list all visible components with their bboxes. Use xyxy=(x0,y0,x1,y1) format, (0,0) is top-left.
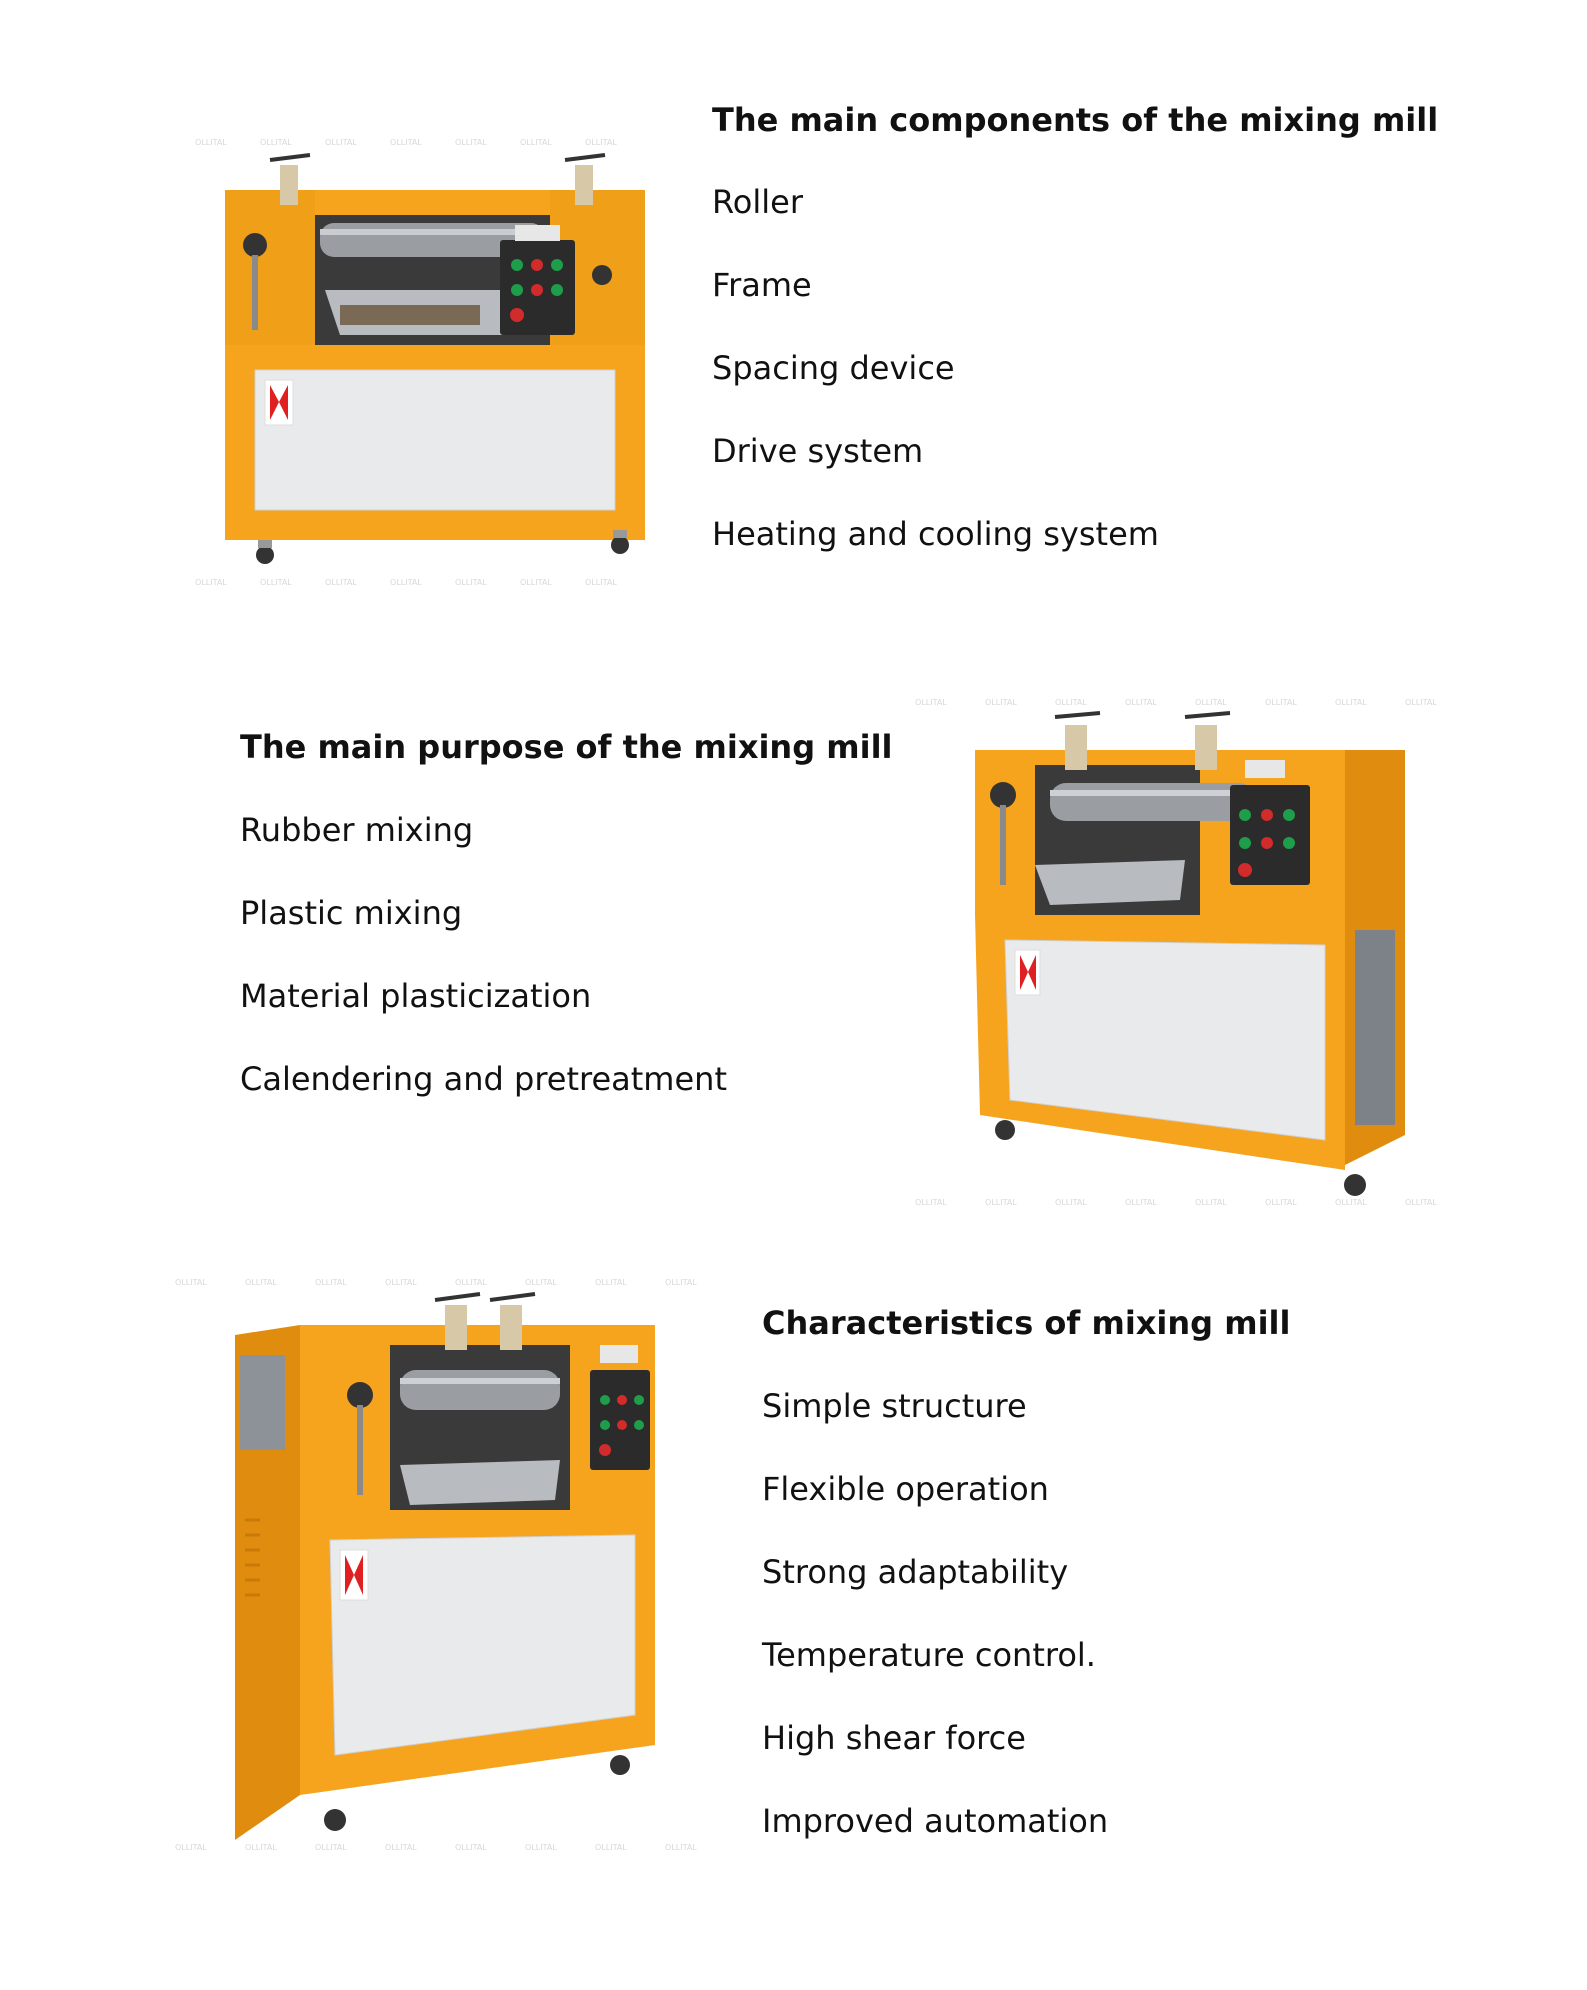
svg-text:OLLITAL: OLLITAL xyxy=(520,138,552,147)
svg-text:OLLITAL: OLLITAL xyxy=(1265,698,1297,707)
list-item: Temperature control. xyxy=(762,1636,1096,1674)
svg-text:OLLITAL: OLLITAL xyxy=(915,698,947,707)
svg-text:OLLITAL: OLLITAL xyxy=(1125,698,1157,707)
svg-text:OLLITAL: OLLITAL xyxy=(385,1278,417,1287)
svg-text:OLLITAL: OLLITAL xyxy=(455,138,487,147)
svg-text:OLLITAL: OLLITAL xyxy=(260,138,292,147)
svg-text:OLLITAL: OLLITAL xyxy=(1265,1198,1297,1207)
svg-text:OLLITAL: OLLITAL xyxy=(1055,698,1087,707)
svg-text:OLLITAL: OLLITAL xyxy=(175,1278,207,1287)
list-item: High shear force xyxy=(762,1719,1026,1757)
svg-text:OLLITAL: OLLITAL xyxy=(1335,1198,1367,1207)
svg-text:OLLITAL: OLLITAL xyxy=(595,1843,627,1852)
svg-text:OLLITAL: OLLITAL xyxy=(585,138,617,147)
svg-text:OLLITAL: OLLITAL xyxy=(455,578,487,587)
svg-text:OLLITAL: OLLITAL xyxy=(665,1843,697,1852)
svg-text:OLLITAL: OLLITAL xyxy=(595,1278,627,1287)
characteristics-section xyxy=(762,1303,1290,1841)
list-item: Calendering and pretreatment xyxy=(240,1060,727,1098)
list-item: Frame xyxy=(712,266,812,304)
components-heading: The main components of the mixing mill xyxy=(712,101,1439,139)
svg-text:OLLITAL: OLLITAL xyxy=(195,138,227,147)
svg-text:OLLITAL: OLLITAL xyxy=(245,1843,277,1852)
components-section xyxy=(712,100,1438,554)
list-item: Roller xyxy=(712,183,803,221)
mixing-mill-photo-angled xyxy=(900,665,1470,1235)
svg-text:OLLITAL: OLLITAL xyxy=(585,578,617,587)
svg-text:OLLITAL: OLLITAL xyxy=(390,578,422,587)
svg-text:OLLITAL: OLLITAL xyxy=(455,1278,487,1287)
svg-text:OLLITAL: OLLITAL xyxy=(175,1843,207,1852)
mixing-mill-photo-side xyxy=(160,1250,740,1890)
list-item: Strong adaptability xyxy=(762,1553,1069,1591)
list-item: Plastic mixing xyxy=(240,894,463,932)
svg-text:OLLITAL: OLLITAL xyxy=(1405,1198,1437,1207)
mixing-mill-photo-front xyxy=(180,105,690,615)
svg-text:OLLITAL: OLLITAL xyxy=(525,1843,557,1852)
svg-text:OLLITAL: OLLITAL xyxy=(260,578,292,587)
list-item: Material plasticization xyxy=(240,977,592,1015)
svg-text:OLLITAL: OLLITAL xyxy=(525,1278,557,1287)
svg-text:OLLITAL: OLLITAL xyxy=(1405,698,1437,707)
purpose-heading: The main purpose of the mixing mill xyxy=(240,728,893,766)
list-item: Improved automation xyxy=(762,1802,1109,1840)
svg-text:OLLITAL: OLLITAL xyxy=(390,138,422,147)
svg-text:OLLITAL: OLLITAL xyxy=(1195,698,1227,707)
svg-text:OLLITAL: OLLITAL xyxy=(195,578,227,587)
svg-text:OLLITAL: OLLITAL xyxy=(1335,698,1367,707)
svg-text:OLLITAL: OLLITAL xyxy=(1125,1198,1157,1207)
list-item: Rubber mixing xyxy=(240,811,474,849)
characteristics-heading: Characteristics of mixing mill xyxy=(762,1304,1291,1342)
svg-text:OLLITAL: OLLITAL xyxy=(385,1843,417,1852)
svg-text:OLLITAL: OLLITAL xyxy=(915,1198,947,1207)
list-item: Simple structure xyxy=(762,1387,1027,1425)
svg-text:OLLITAL: OLLITAL xyxy=(1195,1198,1227,1207)
svg-text:OLLITAL: OLLITAL xyxy=(985,698,1017,707)
svg-text:OLLITAL: OLLITAL xyxy=(455,1843,487,1852)
list-item: Heating and cooling system xyxy=(712,515,1159,553)
svg-text:OLLITAL: OLLITAL xyxy=(985,1198,1017,1207)
svg-text:OLLITAL: OLLITAL xyxy=(520,578,552,587)
list-item: Flexible operation xyxy=(762,1470,1049,1508)
svg-text:OLLITAL: OLLITAL xyxy=(315,1278,347,1287)
svg-text:OLLITAL: OLLITAL xyxy=(665,1278,697,1287)
purpose-section xyxy=(240,727,893,1099)
svg-text:OLLITAL: OLLITAL xyxy=(1055,1198,1087,1207)
list-item: Spacing device xyxy=(712,349,955,387)
svg-text:OLLITAL: OLLITAL xyxy=(315,1843,347,1852)
svg-text:OLLITAL: OLLITAL xyxy=(325,578,357,587)
svg-text:OLLITAL: OLLITAL xyxy=(325,138,357,147)
list-item: Drive system xyxy=(712,432,924,470)
svg-text:OLLITAL: OLLITAL xyxy=(245,1278,277,1287)
